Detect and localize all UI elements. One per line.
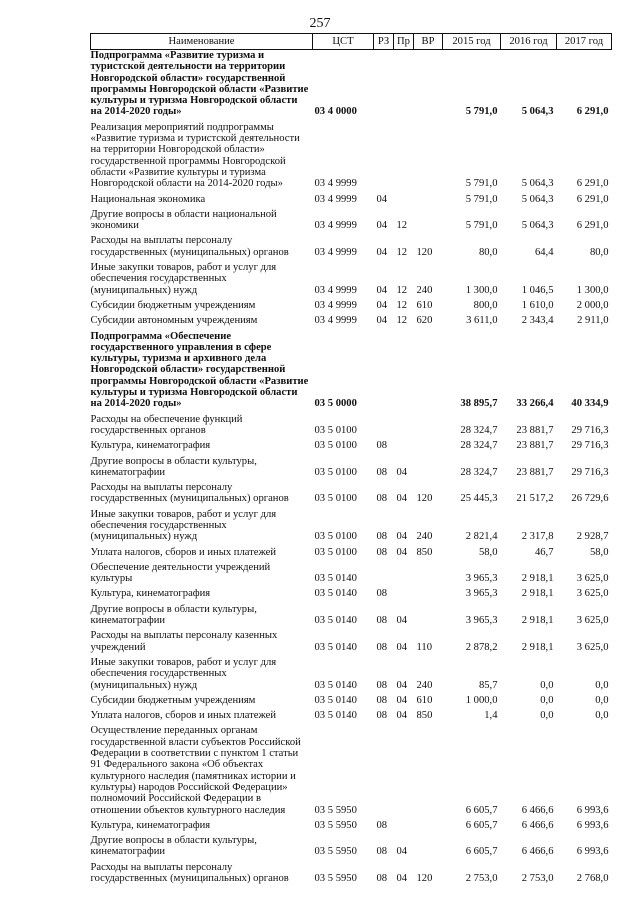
cell-pr: 04 (396, 615, 408, 627)
cell-2016: 6 466,6 (521, 819, 554, 831)
cell-2015: 5 791,0 (465, 178, 498, 190)
table-row (91, 231, 612, 258)
cell-rz: 08 (376, 615, 388, 627)
cell-name: Реализация мероприятий подпрограммы «Развитие туризма и туристской деятельности на территории Новгородской области» государственной программы Новгородской области «Развитие культуры и туризма Новгородской области на 2014-2020 годы» (90, 121, 300, 190)
cell-pr: 12 (396, 246, 408, 258)
cell-2015: 3 965,3 (465, 573, 498, 585)
header-rz: РЗ (374, 34, 394, 50)
table-row (91, 327, 612, 410)
page-number: 257 (309, 16, 331, 31)
cell-2017: 2 768,0 (576, 873, 609, 884)
cell-pr (394, 436, 414, 451)
cell-2016: 2 343,4 (521, 315, 554, 327)
cell-2015: 28 324,7 (460, 440, 498, 452)
header-vr: ВР (414, 34, 443, 50)
cell-2016: 21 517,2 (516, 493, 554, 505)
cell-name: Иные закупки товаров, работ и услуг для обеспечения государственных (муниципальных) нужд (90, 508, 277, 543)
cell-2015: 6 605,7 (465, 804, 498, 816)
cell-vr: 120 (416, 246, 433, 258)
cell-code: 03 5 0100 (314, 546, 357, 558)
cell-2016: 2 918,1 (521, 588, 554, 600)
cell-2015: 5 791,0 (465, 106, 498, 118)
cell-code: 03 4 9999 (314, 284, 357, 296)
cell-2015: 3 611,0 (466, 315, 498, 327)
cell-rz (374, 118, 394, 190)
cell-2016: 6 466,6 (521, 804, 554, 816)
cell-2015: 1,4 (484, 710, 498, 722)
cell-2017: 2 000,0 (576, 299, 609, 311)
cell-pr: 04 (396, 679, 408, 691)
cell-2015: 1 300,0 (465, 284, 498, 296)
cell-pr (394, 584, 414, 599)
cell-code: 03 5 0140 (314, 694, 357, 706)
cell-code: 03 5 0140 (314, 641, 357, 653)
cell-pr: 04 (396, 710, 408, 722)
table-row (91, 858, 612, 885)
header-code: ЦСТ (313, 34, 374, 50)
cell-name: Иные закупки товаров, работ и услуг для обеспечения государственных (муниципальных) нужд (90, 262, 277, 296)
cell-name: Культура, кинематография (90, 440, 211, 452)
cell-vr: 240 (416, 531, 433, 543)
cell-2017: 6 993,6 (576, 804, 609, 816)
cell-code: 03 5 5950 (314, 873, 357, 884)
cell-2016: 23 881,7 (516, 466, 554, 478)
cell-rz: 04 (376, 246, 388, 258)
table-row (91, 505, 612, 543)
table-row (91, 50, 612, 118)
cell-2015: 80,0 (478, 246, 498, 258)
cell-code: 03 5 0100 (314, 424, 357, 436)
cell-name: Субсидии бюджетным учреждениям (90, 694, 256, 706)
cell-code: 03 5 0140 (314, 588, 357, 600)
cell-pr: 04 (396, 493, 408, 505)
cell-rz: 08 (376, 440, 388, 452)
cell-2017: 0,0 (595, 710, 609, 722)
cell-vr: 850 (416, 546, 433, 558)
header-pr: Пр (394, 34, 414, 50)
cell-vr: 850 (416, 710, 433, 722)
table-row (91, 190, 612, 205)
cell-name: Субсидии бюджетным учреждениям (90, 299, 256, 311)
cell-2015: 5 791,0 (465, 193, 498, 205)
cell-pr (394, 721, 414, 815)
cell-2016: 23 881,7 (516, 424, 554, 436)
cell-name: Иные закупки товаров, работ и услуг для обеспечения государственных (муниципальных) нужд (90, 656, 277, 691)
cell-vr: 120 (416, 873, 433, 884)
cell-code: 03 5 0100 (314, 440, 357, 452)
cell-code: 03 5 5950 (314, 846, 357, 858)
cell-name: Расходы на обеспечение функций государственных органов (90, 413, 243, 436)
cell-vr (414, 452, 443, 479)
cell-pr: 12 (396, 220, 408, 232)
header-2015: 2015 год (443, 34, 501, 50)
cell-2017: 6 993,6 (576, 819, 609, 831)
cell-pr (394, 816, 414, 831)
cell-vr (414, 558, 443, 585)
cell-code: 03 5 0100 (314, 493, 357, 505)
cell-2016: 5 064,3 (521, 220, 554, 232)
table-row (91, 831, 612, 858)
cell-2017: 6 291,0 (576, 220, 609, 232)
cell-pr (394, 118, 414, 190)
cell-pr: 12 (396, 284, 408, 296)
cell-code: 03 4 0000 (314, 106, 357, 118)
cell-2017: 40 334,9 (571, 398, 609, 410)
table-row (91, 478, 612, 505)
cell-2016: 23 881,7 (516, 440, 554, 452)
cell-name: Другие вопросы в области культуры, кинематографии (90, 835, 257, 858)
cell-vr (414, 600, 443, 627)
cell-2017: 29 716,3 (571, 440, 609, 452)
cell-2016: 5 064,3 (521, 106, 554, 118)
cell-2016: 1 046,5 (521, 284, 554, 296)
cell-code: 03 5 5950 (314, 819, 357, 831)
cell-name: Расходы на выплаты персоналу казенных учреждений (90, 630, 278, 653)
cell-vr: 110 (416, 641, 432, 653)
cell-name: Осуществление переданных органам государственной власти субъектов Российской Федерации в соответствии с пунктом 1 статьи 91 Федерального закона «Об объектах культурного наследия (памятниках истории и культуры) народов Российской Федерации» полномочий Российской Федерации в отношении объектов культурного наследия (90, 725, 301, 816)
cell-2015: 58,0 (478, 546, 498, 558)
cell-2016: 2 753,0 (521, 873, 554, 884)
cell-2017: 29 716,3 (571, 466, 609, 478)
cell-2017: 58,0 (589, 546, 609, 558)
cell-code: 03 4 9999 (314, 178, 357, 190)
cell-2015: 25 445,3 (460, 493, 498, 505)
table-row (91, 584, 612, 599)
cell-name: Национальная экономика (90, 193, 206, 205)
cell-vr (414, 831, 443, 858)
cell-code: 03 5 0140 (314, 710, 357, 722)
cell-2017: 29 716,3 (571, 424, 609, 436)
cell-vr: 240 (416, 679, 433, 691)
cell-rz: 04 (376, 220, 388, 232)
table-row (91, 258, 612, 296)
cell-2017: 6 291,0 (576, 106, 609, 118)
cell-2017: 0,0 (595, 679, 609, 691)
cell-pr (394, 190, 414, 205)
cell-2016: 1 610,0 (521, 299, 554, 311)
cell-rz: 08 (376, 846, 388, 858)
cell-code: 03 5 0140 (314, 573, 357, 585)
cell-rz: 08 (376, 466, 388, 478)
cell-code: 03 4 9999 (314, 315, 357, 327)
cell-vr: 240 (416, 284, 433, 296)
cell-vr (414, 118, 443, 190)
cell-2017: 3 625,0 (576, 615, 609, 627)
cell-2017: 3 625,0 (576, 641, 609, 653)
cell-name: Расходы на выплаты персоналу государственных (муниципальных) органов (90, 482, 289, 505)
table-row (91, 653, 612, 691)
cell-code: 03 5 0140 (314, 615, 357, 627)
table-row (91, 452, 612, 479)
cell-2016: 64,4 (534, 246, 554, 258)
cell-2015: 2 821,4 (465, 531, 498, 543)
cell-2017: 3 625,0 (576, 588, 609, 600)
cell-name: Подпрограмма «Обеспечение государственного управления в сфере культуры, туризма и архивного дела Новгородской области» государственной программы Новгородской области «Развитие культуры и туризма Новгородской области на 2014-2020 годы» (90, 330, 309, 410)
table-row (91, 205, 612, 232)
table-row (91, 558, 612, 585)
cell-pr: 04 (396, 466, 408, 478)
cell-rz: 08 (376, 546, 388, 558)
cell-pr (394, 410, 414, 437)
cell-name: Расходы на выплаты персоналу государственных (муниципальных) органов (90, 861, 289, 884)
cell-vr: 610 (416, 694, 433, 706)
cell-vr (414, 205, 443, 232)
cell-name: Субсидии автономным учреждениям (90, 315, 258, 327)
cell-pr: 04 (396, 846, 408, 858)
table-row (91, 706, 612, 721)
cell-vr (414, 436, 443, 451)
cell-pr: 04 (396, 641, 408, 653)
cell-2016: 2 918,1 (521, 615, 554, 627)
header-2016: 2016 год (501, 34, 557, 50)
cell-2015: 3 965,3 (465, 615, 498, 627)
cell-name: Другие вопросы в области культуры, кинематографии (90, 455, 257, 478)
cell-vr: 120 (416, 493, 433, 505)
cell-2017: 3 625,0 (576, 573, 609, 585)
budget-table (90, 33, 612, 884)
cell-2017: 2 911,0 (577, 315, 609, 327)
table-row (91, 311, 612, 326)
cell-2015: 3 965,3 (465, 588, 498, 600)
cell-2015: 6 605,7 (465, 846, 498, 858)
cell-pr: 12 (396, 299, 408, 311)
cell-name: Культура, кинематография (90, 588, 211, 600)
cell-vr (414, 190, 443, 205)
cell-pr (394, 558, 414, 585)
cell-name: Подпрограмма «Развитие туризма и туристской деятельности на территории Новгородской области» государственной программы Новгородской области «Развитие культуры и туризма Новгородской области на 2014-2020 годы» (90, 50, 309, 118)
table-body (91, 50, 612, 885)
cell-rz: 08 (376, 679, 388, 691)
table-row (91, 543, 612, 558)
cell-2016: 46,7 (534, 546, 554, 558)
cell-2015: 38 895,7 (460, 398, 498, 410)
cell-2015: 2 878,2 (465, 641, 498, 653)
cell-pr: 04 (396, 531, 408, 543)
cell-2015: 6 605,7 (465, 819, 498, 831)
cell-vr: 610 (416, 299, 433, 311)
cell-rz: 08 (376, 493, 388, 505)
cell-rz (374, 327, 394, 410)
cell-rz: 04 (376, 284, 388, 296)
cell-2017: 80,0 (589, 246, 609, 258)
cell-rz: 08 (376, 873, 388, 884)
cell-code: 03 4 9999 (314, 193, 357, 205)
cell-vr (414, 721, 443, 815)
cell-pr (394, 50, 414, 118)
cell-pr: 04 (396, 546, 408, 558)
cell-code: 03 5 0100 (314, 531, 357, 543)
cell-vr: 620 (416, 315, 433, 327)
cell-name: Обеспечение деятельности учреждений культуры (90, 561, 271, 585)
cell-pr: 12 (396, 315, 408, 327)
cell-rz (374, 410, 394, 437)
cell-2016: 6 466,6 (521, 846, 554, 858)
cell-rz (374, 50, 394, 118)
table-row (91, 691, 612, 706)
cell-2016: 5 064,3 (521, 178, 554, 190)
cell-2016: 2 317,8 (521, 531, 554, 543)
header-2017: 2017 год (557, 34, 612, 50)
cell-rz (374, 558, 394, 585)
cell-2017: 26 729,6 (571, 493, 609, 505)
cell-rz: 04 (376, 193, 388, 205)
cell-rz: 08 (376, 710, 388, 722)
cell-code: 03 5 0140 (314, 679, 357, 691)
table-header (91, 34, 612, 50)
cell-2016: 2 918,1 (521, 641, 554, 653)
cell-vr (414, 50, 443, 118)
cell-vr (414, 816, 443, 831)
cell-vr (414, 584, 443, 599)
cell-pr (394, 327, 414, 410)
cell-name: Другие вопросы в области национальной экономики (90, 208, 277, 232)
cell-2017: 1 300,0 (576, 284, 609, 296)
cell-2016: 0,0 (540, 694, 554, 706)
cell-rz: 08 (376, 641, 388, 653)
cell-rz: 04 (376, 315, 388, 327)
cell-2016: 33 266,4 (516, 398, 554, 410)
header-name: Наименование (91, 34, 313, 50)
table-row (91, 816, 612, 831)
cell-2015: 85,7 (478, 679, 498, 691)
cell-vr (414, 327, 443, 410)
cell-name: Уплата налогов, сборов и иных платежей (90, 546, 277, 558)
cell-2015: 800,0 (473, 299, 498, 311)
cell-2017: 6 291,0 (576, 193, 609, 205)
cell-pr: 04 (396, 694, 408, 706)
cell-rz (374, 721, 394, 815)
cell-code: 03 5 0100 (314, 466, 357, 478)
cell-rz: 08 (376, 588, 388, 600)
cell-vr (414, 410, 443, 437)
cell-code: 03 5 0000 (314, 398, 357, 410)
table-row (91, 600, 612, 627)
cell-name: Культура, кинематография (90, 819, 211, 831)
cell-code: 03 4 9999 (314, 246, 357, 258)
cell-rz: 08 (376, 694, 388, 706)
cell-2016: 5 064,3 (521, 193, 554, 205)
cell-code: 03 4 9999 (314, 220, 357, 232)
cell-2016: 2 918,1 (521, 573, 554, 585)
table-row (91, 721, 612, 815)
cell-name: Другие вопросы в области культуры, кинематографии (90, 603, 257, 627)
table-row (91, 410, 612, 437)
cell-2015: 1 000,0 (465, 694, 498, 706)
cell-2017: 6 993,6 (576, 846, 609, 858)
cell-2015: 2 753,0 (465, 873, 498, 884)
table-row (91, 118, 612, 190)
cell-pr: 04 (396, 873, 408, 884)
cell-2015: 28 324,7 (460, 466, 498, 478)
cell-rz: 08 (376, 531, 388, 543)
cell-name: Уплата налогов, сборов и иных платежей (90, 710, 277, 722)
cell-2015: 5 791,0 (465, 220, 498, 232)
cell-2015: 28 324,7 (460, 424, 498, 436)
table-row (91, 626, 612, 653)
cell-2016: 0,0 (540, 710, 554, 722)
cell-2016: 0,0 (540, 679, 554, 691)
cell-rz: 04 (376, 299, 388, 311)
cell-2017: 2 928,7 (576, 531, 609, 543)
table-row (91, 296, 612, 311)
table-row (91, 436, 612, 451)
cell-name: Расходы на выплаты персоналу государственных (муниципальных) органов (90, 235, 289, 258)
cell-code: 03 5 5950 (314, 804, 357, 816)
cell-2017: 0,0 (595, 694, 609, 706)
cell-2017: 6 291,0 (576, 178, 609, 190)
cell-code: 03 4 9999 (314, 299, 357, 311)
cell-rz: 08 (376, 819, 388, 831)
